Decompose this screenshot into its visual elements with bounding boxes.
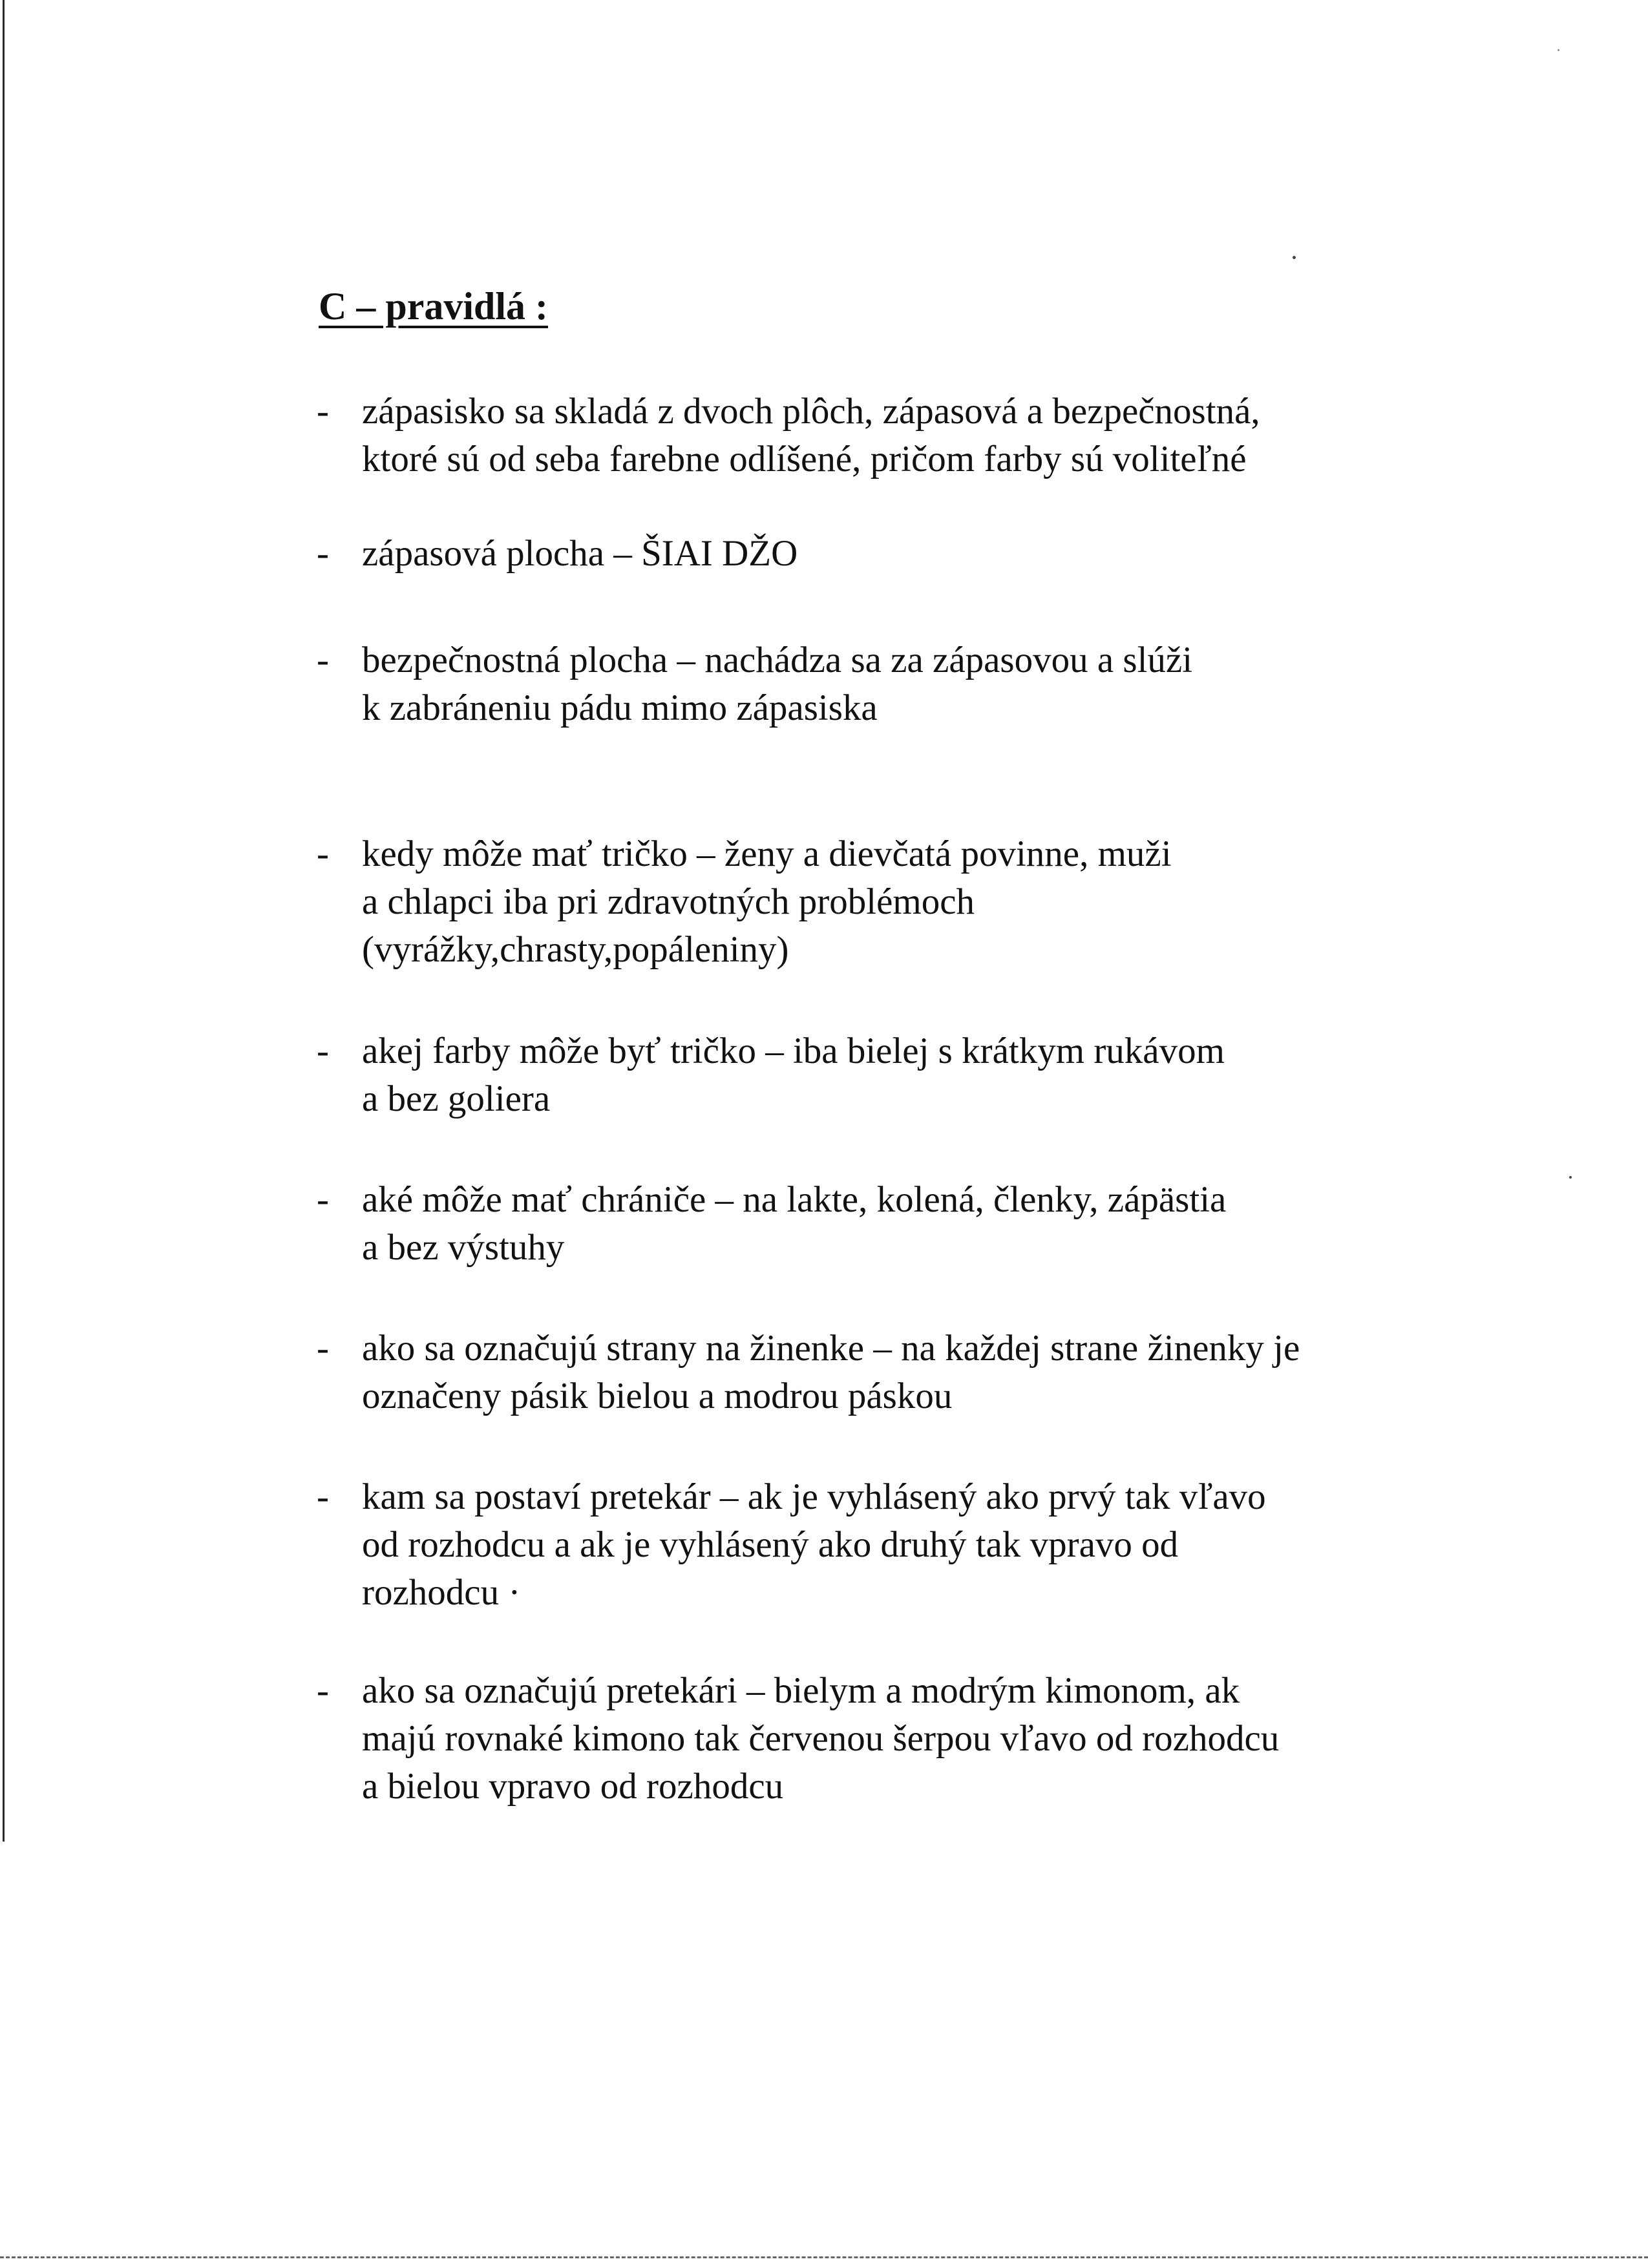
item-line: od rozhodcu a ak je vyhlásený ako druhý tak vpravo od	[362, 1524, 1179, 1565]
bullet-dash: -	[317, 1476, 329, 1517]
bullet-dash: -	[317, 640, 329, 680]
bullet-dash: -	[317, 834, 329, 874]
item-line: aké môže mať chrániče – na lakte, kolená, členky, zápästia	[362, 1179, 1227, 1220]
item-line: zápasová plocha – ŠIAI DŽO	[362, 533, 798, 574]
list-item	[317, 1176, 1545, 1272]
bullet-dash: -	[317, 1031, 329, 1071]
item-line: označeny pásik bielou a modrou páskou	[362, 1376, 953, 1416]
list-item	[317, 530, 1545, 578]
list-item	[317, 636, 1545, 732]
item-line: ako sa označujú strany na žinenke – na každej strane žinenky je	[362, 1328, 1300, 1369]
scan-speck	[1293, 256, 1296, 259]
bullet-dash: -	[317, 533, 329, 574]
bullet-dash: -	[317, 1328, 329, 1369]
scan-bottom-line	[0, 2256, 1648, 2258]
page-heading: C – pravidlá :	[319, 285, 549, 328]
item-line: ktoré sú od seba farebne odlíšené, pričom farby sú voliteľné	[362, 439, 1247, 479]
list-item	[317, 1027, 1545, 1123]
item-line: ako sa označujú pretekári – bielym a modrým kimonom, ak	[362, 1670, 1240, 1711]
bullet-dash: -	[317, 1179, 329, 1220]
item-line: kam sa postaví pretekár – ak je vyhlásený ako prvý tak vľavo	[362, 1476, 1266, 1517]
item-line: k zabráneniu pádu mimo zápasiska	[362, 688, 878, 728]
item-line: majú rovnaké kimono tak červenou šerpou vľavo od rozhodcu	[362, 1718, 1280, 1759]
list-item	[317, 830, 1545, 974]
bullet-dash: -	[317, 1670, 329, 1711]
item-line: zápasisko sa skladá z dvoch plôch, zápasová a bezpečnostná,	[362, 391, 1260, 432]
scan-speck	[1569, 1176, 1572, 1179]
scan-speck	[1558, 49, 1559, 51]
item-line: kedy môže mať tričko – ženy a dievčatá povinne, muži	[362, 834, 1172, 874]
item-line: a bielou vpravo od rozhodcu	[362, 1766, 784, 1807]
list-item	[317, 1325, 1545, 1420]
item-line: bezpečnostná plocha – nachádza sa za zápasovou a slúži	[362, 640, 1193, 680]
scan-left-edge	[3, 0, 5, 1842]
bullet-dash: -	[317, 391, 329, 432]
item-line: (vyrážky,chrasty,popáleniny)	[362, 929, 789, 970]
item-line: a bez goliera	[362, 1078, 551, 1119]
list-item	[317, 1667, 1545, 1811]
item-line: akej farby môže byť tričko – iba bielej s krátkym rukávom	[362, 1031, 1225, 1071]
list-item	[317, 1473, 1545, 1617]
item-line: a chlapci iba pri zdravotných problémoch	[362, 881, 975, 922]
list-item	[317, 388, 1545, 483]
item-line: rozhodcu ·	[362, 1572, 521, 1613]
item-line: a bez výstuhy	[362, 1227, 565, 1268]
